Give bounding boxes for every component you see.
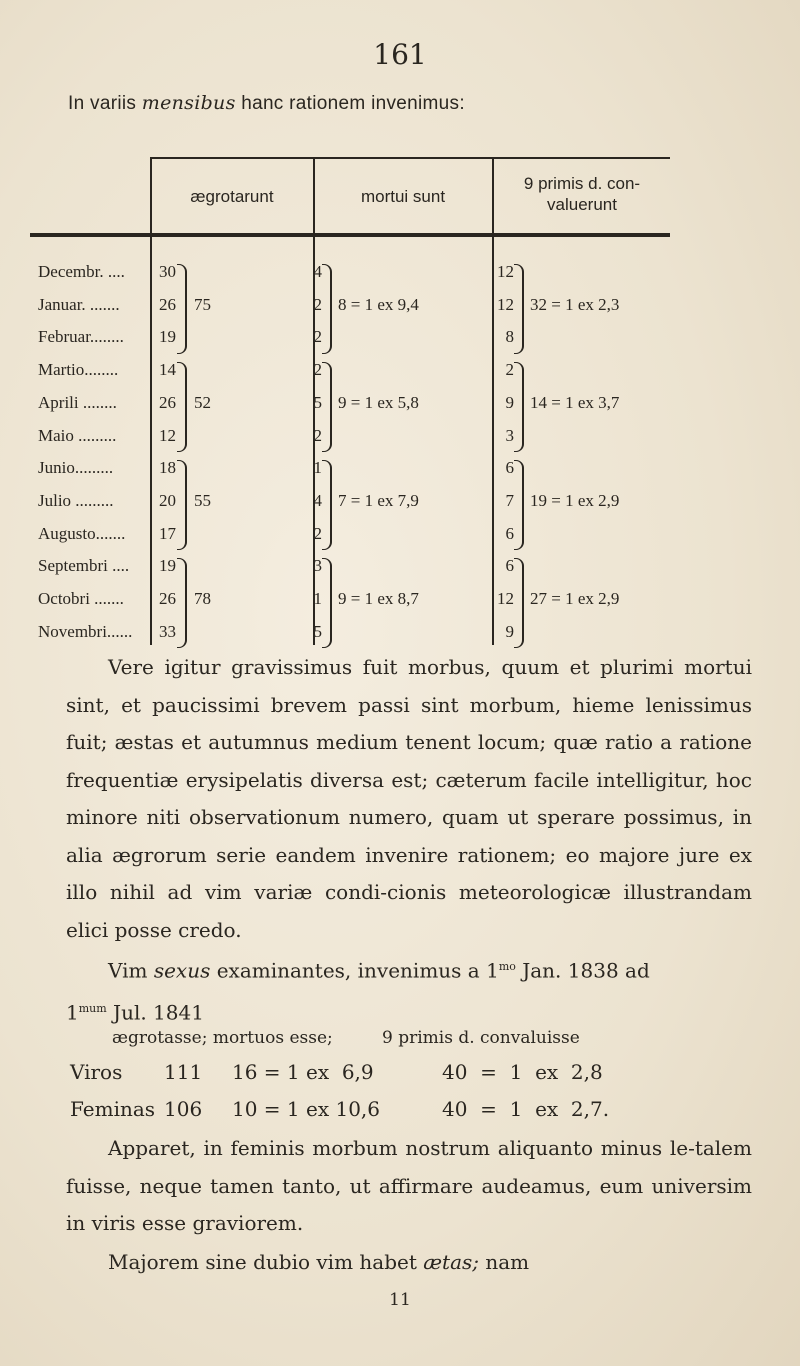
header-valuerunt-1: 9 primis d. con- xyxy=(523,174,641,193)
mortui-brace xyxy=(322,460,332,550)
valuerunt-brace xyxy=(514,264,524,354)
valuerunt-ratio: 32 = 1 ex 2,3 xyxy=(530,294,620,314)
aegrotarunt-value: 33 xyxy=(159,621,176,641)
aegrotarunt-total: 75 xyxy=(194,294,211,314)
mortui-value: 1 xyxy=(313,589,322,608)
aegrotarunt-value: 26 xyxy=(159,392,176,412)
mortui-value: 2 xyxy=(313,360,322,380)
valuerunt-brace xyxy=(514,362,524,452)
mortui-value: 2 xyxy=(313,523,322,543)
aegrotarunt-total: 78 xyxy=(194,589,211,608)
aegrotarunt-value: 12 xyxy=(159,425,176,445)
paragraph-2: Vim sexus examinantes, invenimus a $1^{mo}$ Jan. 1838 ad $1^{mum}$ Jul. 1841 xyxy=(66,958,650,1025)
mortui-value: 2 xyxy=(313,294,322,314)
viros-conv: 40 = 1 ex 2,8 xyxy=(442,1060,603,1084)
aegrotarunt-total: 55 xyxy=(194,490,211,510)
mortui-value: 4 xyxy=(313,262,322,281)
paragraph-4: Majorem sine dubio vim habet ætas; nam xyxy=(108,1250,530,1274)
month-label: Decembr. .... xyxy=(38,262,125,281)
sex-header-a: ægrotasse; mortuos esse; xyxy=(112,1028,333,1048)
feminas-label: Feminas xyxy=(70,1097,156,1121)
aegro-brace xyxy=(177,558,187,648)
valuerunt-ratio: 27 = 1 ex 2,9 xyxy=(530,589,620,608)
feminas-n: 106 xyxy=(164,1097,203,1121)
valuerunt-brace xyxy=(514,558,524,648)
mortui-value: 5 xyxy=(313,621,322,641)
aegrotarunt-value: 20 xyxy=(159,490,176,510)
aegrotarunt-value: 17 xyxy=(159,523,176,543)
aegrotarunt-value: 26 xyxy=(159,589,176,608)
month-label: Februar........ xyxy=(38,327,124,347)
mortui-value: 3 xyxy=(313,556,322,576)
month-label: Aprili ........ xyxy=(38,392,117,412)
header-valuerunt-2: valuerunt xyxy=(547,195,617,214)
mortui-value: 5 xyxy=(313,392,322,412)
month-label: Septembri .... xyxy=(38,556,130,576)
aegrotarunt-value: 18 xyxy=(159,458,176,478)
valuerunt-value: 7 xyxy=(505,490,514,510)
intro-line: In variis mensibus hanc rationem invenimus: xyxy=(68,92,465,114)
valuerunt-value: 9 xyxy=(505,621,514,641)
feminas-mort: 10 = 1 ex 10,6 xyxy=(232,1097,381,1121)
valuerunt-value: 6 xyxy=(505,458,514,478)
mortui-value: 2 xyxy=(313,327,322,347)
viros-label: Viros xyxy=(70,1060,123,1084)
month-label: Junio......... xyxy=(38,458,114,478)
mortui-ratio: 7 = 1 ex 7,9 xyxy=(338,490,419,510)
paragraph-3: Apparet, in feminis morbum nostrum aliquanto minus le-talem fuisse, neque tamen tanto, ut affirmare audeamus, eum universim in viris esse graviorem. xyxy=(66,1136,752,1235)
month-label: Maio ......... xyxy=(38,425,117,445)
valuerunt-value: 12 xyxy=(497,262,514,281)
valuerunt-value: 3 xyxy=(505,425,514,445)
feminas-conv: 40 = 1 ex 2,7. xyxy=(442,1097,610,1121)
month-label: Julio ......... xyxy=(38,490,114,510)
valuerunt-value: 6 xyxy=(505,556,514,576)
mortui-brace xyxy=(322,362,332,452)
valuerunt-value: 2 xyxy=(505,360,514,380)
valuerunt-value: 12 xyxy=(497,294,514,314)
page-number: 161 xyxy=(373,38,427,71)
aegrotarunt-total: 52 xyxy=(194,392,211,412)
mortui-brace xyxy=(322,558,332,648)
aegro-brace xyxy=(177,362,187,452)
aegro-brace xyxy=(177,460,187,550)
aegrotarunt-value: 26 xyxy=(159,294,176,314)
month-label: Augusto....... xyxy=(38,523,126,543)
paragraph-1: Vere igitur gravissimus fuit morbus, quum et plurimi mortui sint, et paucissimi brevem passi sint morbum, hieme lenissimus fuit; æstas et autumnus medium tenent locum; quæ ratio a ratione frequentiæ erysipelatis diversa est; cæterum facile intelligitur, hoc minore niti observationum numero, quam ut sperare possimus, in alia ægrorum serie eandem invenire rationem; eo majore jure ex illo nihil ad vim variæ condi-cionis meteorologicæ illustrandam elici posse credo. xyxy=(66,655,752,942)
header-mortui: mortui sunt xyxy=(360,187,446,206)
valuerunt-value: 6 xyxy=(505,523,514,543)
mortui-ratio: 9 = 1 ex 5,8 xyxy=(338,392,419,412)
aegrotarunt-value: 14 xyxy=(159,360,176,380)
month-label: Novembri...... xyxy=(38,621,133,641)
valuerunt-value: 12 xyxy=(497,589,514,608)
sex-header-b: 9 primis d. convaluisse xyxy=(382,1028,580,1048)
mortui-brace xyxy=(322,264,332,354)
viros-n: 111 xyxy=(164,1060,203,1084)
aegrotarunt-value: 30 xyxy=(159,262,176,281)
mortui-value: 4 xyxy=(313,490,322,510)
month-label: Januar. ....... xyxy=(38,294,120,314)
mortui-value: 2 xyxy=(313,425,322,445)
mortui-ratio: 8 = 1 ex 9,4 xyxy=(338,294,419,314)
valuerunt-value: 8 xyxy=(505,327,514,347)
month-label: Martio........ xyxy=(38,360,119,380)
valuerunt-value: 9 xyxy=(505,392,514,412)
table-top-rule xyxy=(150,157,670,159)
mortui-value: 1 xyxy=(313,458,322,478)
signature-mark: 11 xyxy=(389,1290,411,1310)
aegro-brace xyxy=(177,264,187,354)
header-aegrotarunt: ægrotarunt xyxy=(190,187,274,206)
month-label: Octobri ....... xyxy=(38,589,124,608)
mortui-ratio: 9 = 1 ex 8,7 xyxy=(338,589,419,608)
valuerunt-ratio: 19 = 1 ex 2,9 xyxy=(530,490,620,510)
aegrotarunt-value: 19 xyxy=(159,556,176,576)
valuerunt-brace xyxy=(514,460,524,550)
valuerunt-ratio: 14 = 1 ex 3,7 xyxy=(530,392,620,412)
aegrotarunt-value: 19 xyxy=(159,327,176,347)
table-header-rule xyxy=(30,233,670,237)
viros-mort: 16 = 1 ex 6,9 xyxy=(232,1060,374,1084)
